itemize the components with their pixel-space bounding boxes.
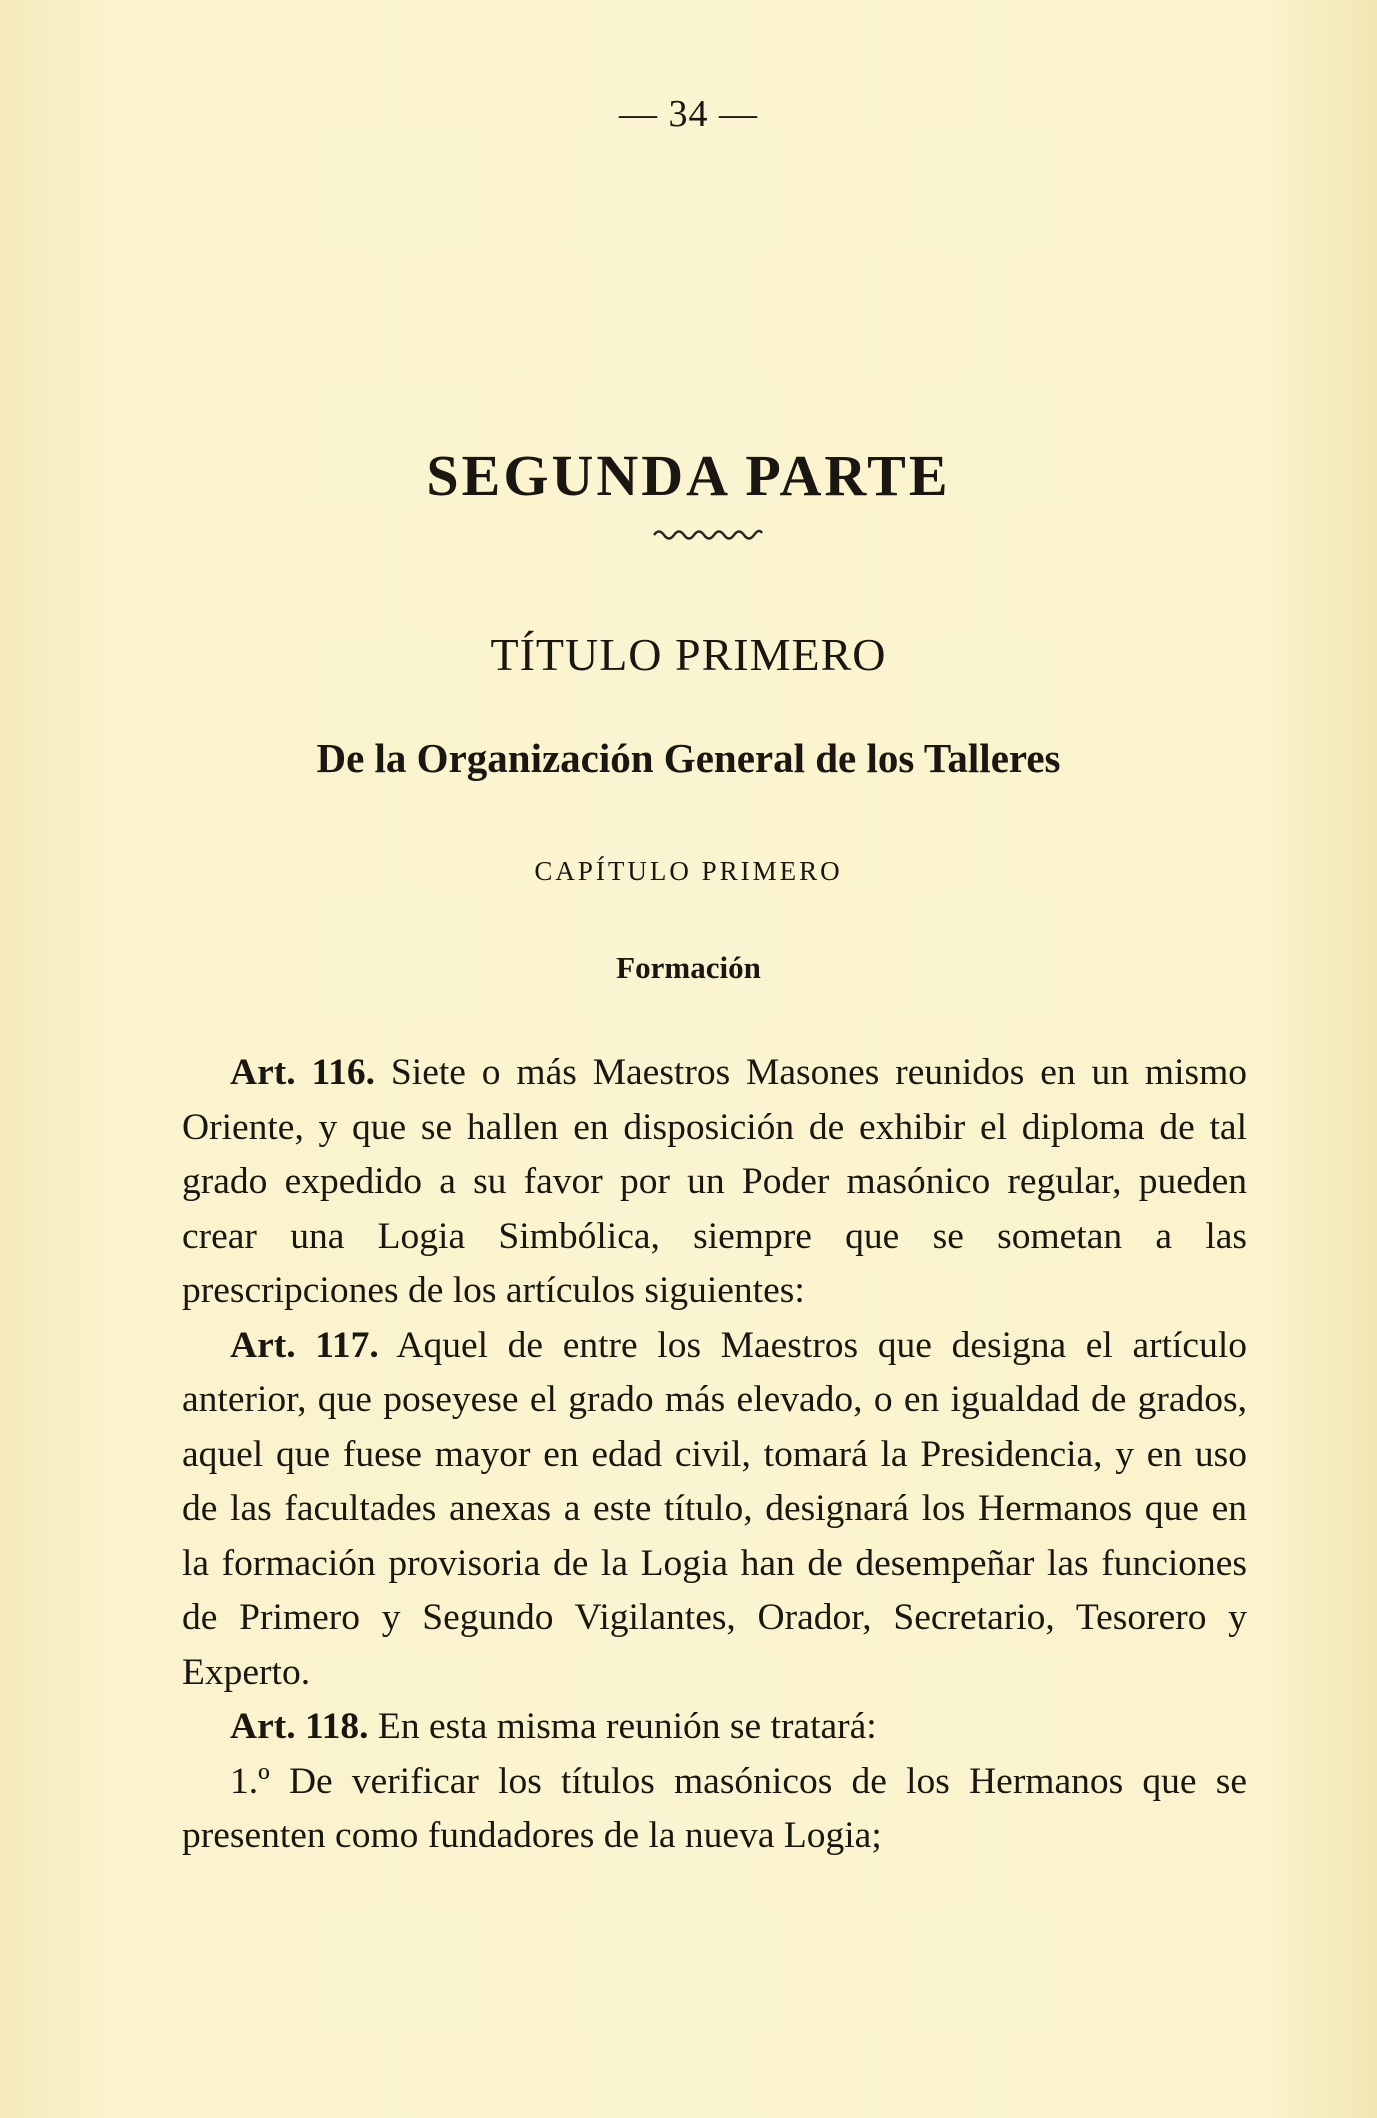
list-item-text: De verificar los títulos masónicos de los Hermanos que se presenten como fundadores de la nueva Logia; <box>182 1760 1247 1856</box>
list-item-1 <box>182 1755 1247 1864</box>
chapter-heading: CAPÍTULO PRIMERO <box>534 856 843 886</box>
article-117 <box>182 1319 1247 1701</box>
wavy-ornament-icon <box>652 526 764 540</box>
article-116 <box>182 1046 1247 1319</box>
article-label: Art. 118. <box>230 1706 369 1747</box>
article-text: En esta misma reunión se tratará: <box>377 1706 877 1747</box>
body-text <box>182 1046 1247 1864</box>
article-text: Siete o más Maestros Masones reunidos en un mismo Oriente, y que se hallen en disposición de exhibir el diploma de tal grado expedido a su favor por un Poder masónico regular, pueden crear una Logia Simbólica, siempre que se sometan a las prescripciones de los artículos siguientes: <box>182 1052 1248 1311</box>
section-heading: De la Organización General de los Talleres <box>316 735 1061 781</box>
part-title: SEGUNDA PARTE <box>426 443 951 508</box>
subsection-heading: Formación <box>616 950 761 985</box>
page-number: — 34 — <box>619 93 758 135</box>
title-heading: TÍTULO PRIMERO <box>490 629 887 680</box>
article-label: Art. 117. <box>230 1324 379 1366</box>
list-item-label: 1.º <box>230 1760 270 1802</box>
article-118 <box>182 1700 1247 1755</box>
article-text: Aquel de entre los Maestros que designa el artículo anterior, que poseyese el grado más elevado, o en igualdad de grados, aquel que fuese mayor en edad civil, tomará la Presidencia, y en uso de las facultades anexas a este título, designará los Hermanos que en la formación provisoria de la Logia han de desempeñar las funciones de Primero y Segundo Vigilantes, Orador, Secretario, Tesorero y Experto. <box>182 1324 1247 1693</box>
article-label: Art. 116. <box>230 1052 376 1093</box>
